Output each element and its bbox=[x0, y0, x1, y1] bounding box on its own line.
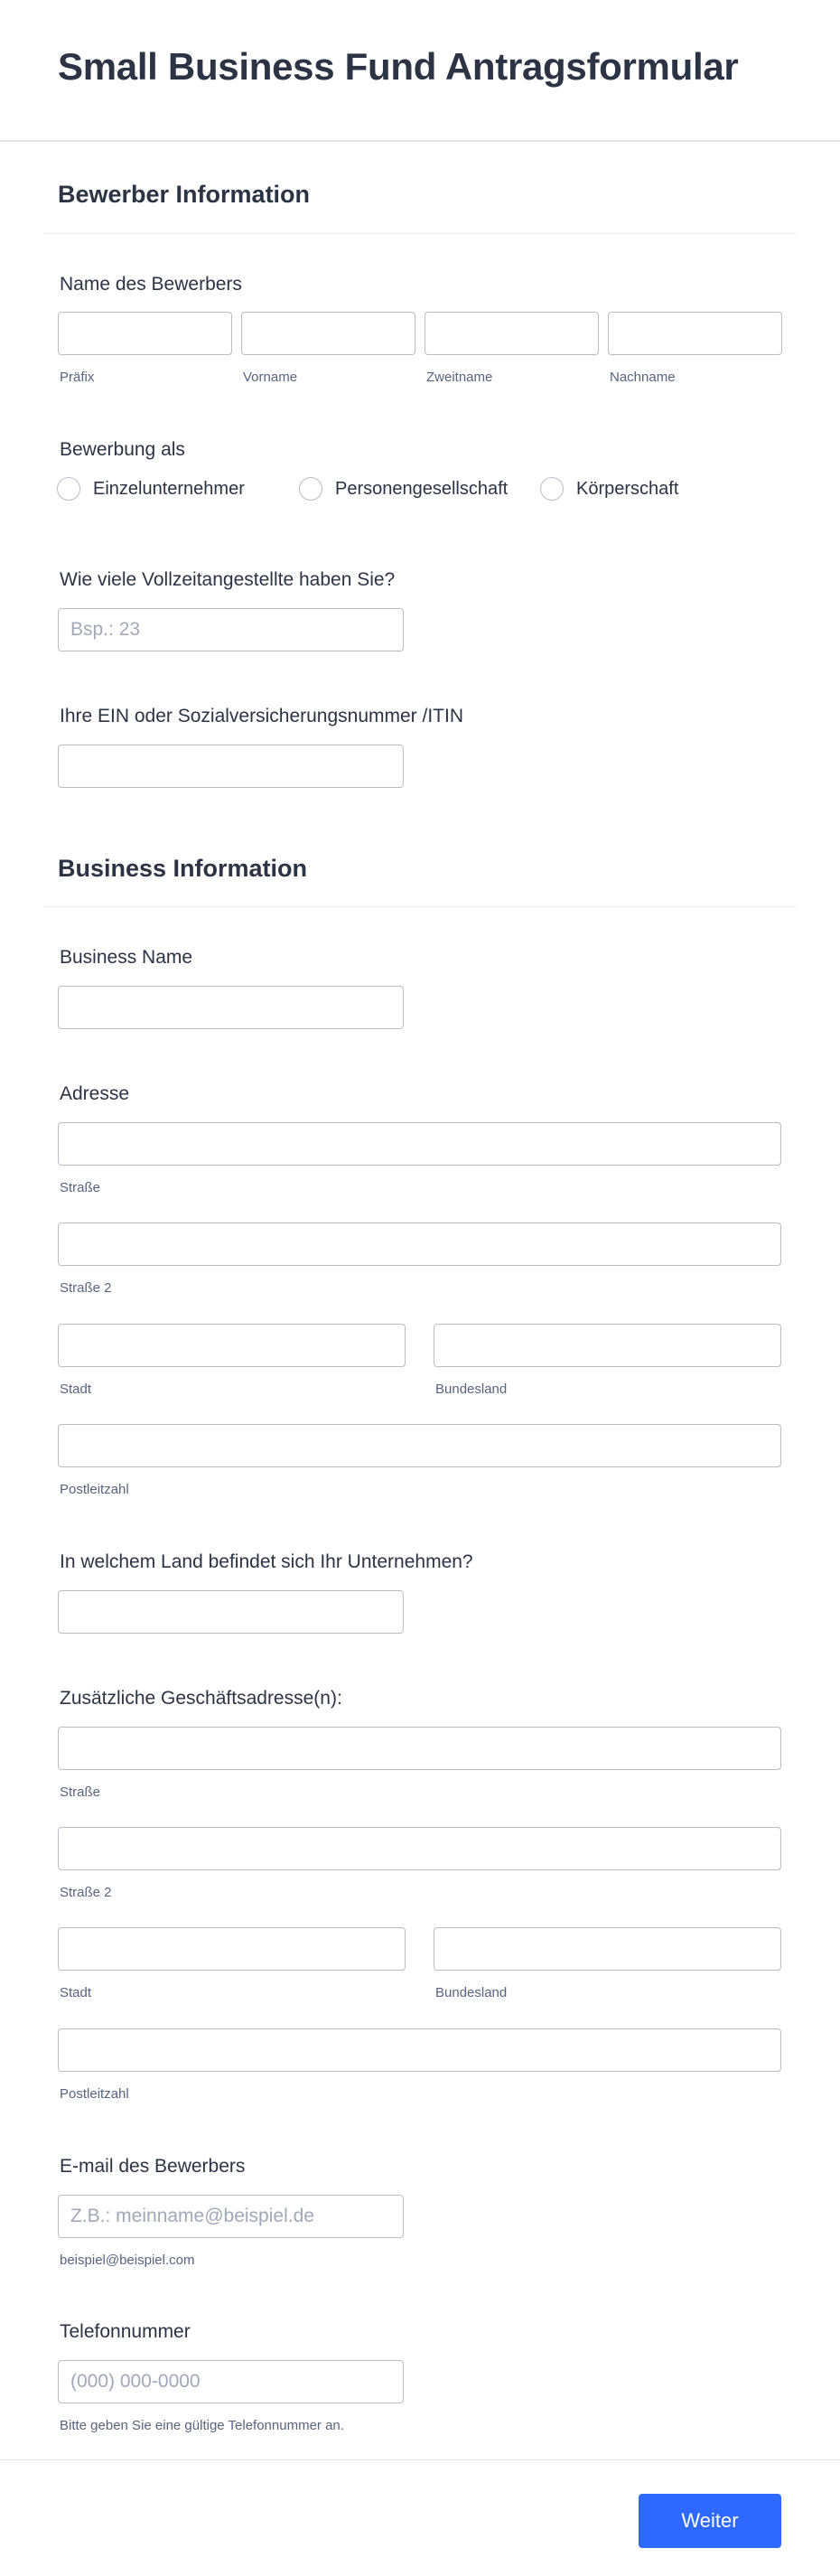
radio-option-label: Körperschaft bbox=[576, 478, 679, 499]
radio-option-sole-proprietor[interactable] bbox=[57, 476, 245, 501]
street-sublabel: Straße bbox=[60, 1180, 101, 1195]
phone-label: Telefonnummer bbox=[60, 2321, 191, 2342]
country-label: In welchem Land befindet sich Ihr Unternehmen? bbox=[60, 1551, 473, 1572]
state-sublabel: Bundesland bbox=[435, 1382, 508, 1397]
phone-hint: Bitte geben Sie eine gültige Telefonnummer an. bbox=[60, 2418, 344, 2433]
radio-button[interactable] bbox=[299, 477, 322, 501]
apply-as-label: Bewerbung als bbox=[60, 439, 185, 460]
ein-label: Ihre EIN oder Sozialversicherungsnummer /ITIN bbox=[60, 706, 463, 726]
section-divider bbox=[43, 906, 797, 907]
middle-name-sublabel: Zweitname bbox=[426, 370, 493, 385]
zip-sublabel: Postleitzahl bbox=[60, 1482, 129, 1497]
form-title: Small Business Fund Antragsformular bbox=[58, 45, 739, 88]
email-hint: beispiel@beispiel.com bbox=[60, 2253, 195, 2268]
additional-street-sublabel: Straße bbox=[60, 1784, 101, 1800]
additional-zip-sublabel: Postleitzahl bbox=[60, 2086, 129, 2102]
first-name-input[interactable] bbox=[241, 312, 415, 355]
city-input[interactable] bbox=[58, 1324, 406, 1367]
radio-button[interactable] bbox=[57, 477, 80, 501]
next-button[interactable]: Weiter bbox=[639, 2494, 781, 2548]
zip-input[interactable] bbox=[58, 1424, 781, 1467]
last-name-sublabel: Nachname bbox=[610, 370, 676, 385]
radio-option-label: Einzelunternehmer bbox=[93, 478, 245, 499]
form-header bbox=[0, 0, 840, 142]
employees-label: Wie viele Vollzeitangestellte haben Sie? bbox=[60, 569, 396, 590]
address-label: Adresse bbox=[60, 1083, 130, 1104]
footer-divider bbox=[0, 2459, 840, 2460]
additional-street2-sublabel: Straße 2 bbox=[60, 1885, 112, 1900]
employees-input[interactable] bbox=[58, 608, 404, 651]
additional-street-input[interactable] bbox=[58, 1727, 781, 1770]
applicant-name-label: Name des Bewerbers bbox=[60, 274, 242, 295]
section-title-business: Business Information bbox=[58, 855, 308, 882]
city-sublabel: Stadt bbox=[60, 1382, 92, 1397]
additional-city-input[interactable] bbox=[58, 1927, 406, 1971]
ein-input[interactable] bbox=[58, 745, 404, 788]
first-name-sublabel: Vorname bbox=[243, 370, 298, 385]
radio-option-corporation[interactable] bbox=[540, 476, 678, 501]
additional-city-sublabel: Stadt bbox=[60, 1985, 92, 2000]
street2-input[interactable] bbox=[58, 1222, 781, 1266]
additional-address-label: Zusätzliche Geschäftsadresse(n): bbox=[60, 1688, 342, 1709]
business-name-label: Business Name bbox=[60, 947, 193, 968]
section-title-applicant: Bewerber Information bbox=[58, 181, 311, 208]
email-input[interactable] bbox=[58, 2195, 404, 2238]
street-input[interactable] bbox=[58, 1122, 781, 1166]
state-input[interactable] bbox=[434, 1324, 781, 1367]
radio-option-label: Personengesellschaft bbox=[335, 478, 509, 499]
prefix-input[interactable] bbox=[58, 312, 232, 355]
additional-state-input[interactable] bbox=[434, 1927, 781, 1971]
prefix-sublabel: Präfix bbox=[60, 370, 95, 385]
additional-state-sublabel: Bundesland bbox=[435, 1985, 508, 2000]
section-divider bbox=[43, 233, 797, 234]
country-input[interactable] bbox=[58, 1590, 404, 1634]
last-name-input[interactable] bbox=[608, 312, 782, 355]
business-name-input[interactable] bbox=[58, 986, 404, 1029]
email-label: E-mail des Bewerbers bbox=[60, 2156, 246, 2177]
phone-input[interactable] bbox=[58, 2360, 404, 2403]
additional-street2-input[interactable] bbox=[58, 1827, 781, 1870]
middle-name-input[interactable] bbox=[425, 312, 599, 355]
additional-zip-input[interactable] bbox=[58, 2028, 781, 2072]
radio-button[interactable] bbox=[540, 477, 564, 501]
radio-option-partnership[interactable] bbox=[299, 476, 508, 501]
street2-sublabel: Straße 2 bbox=[60, 1280, 112, 1296]
